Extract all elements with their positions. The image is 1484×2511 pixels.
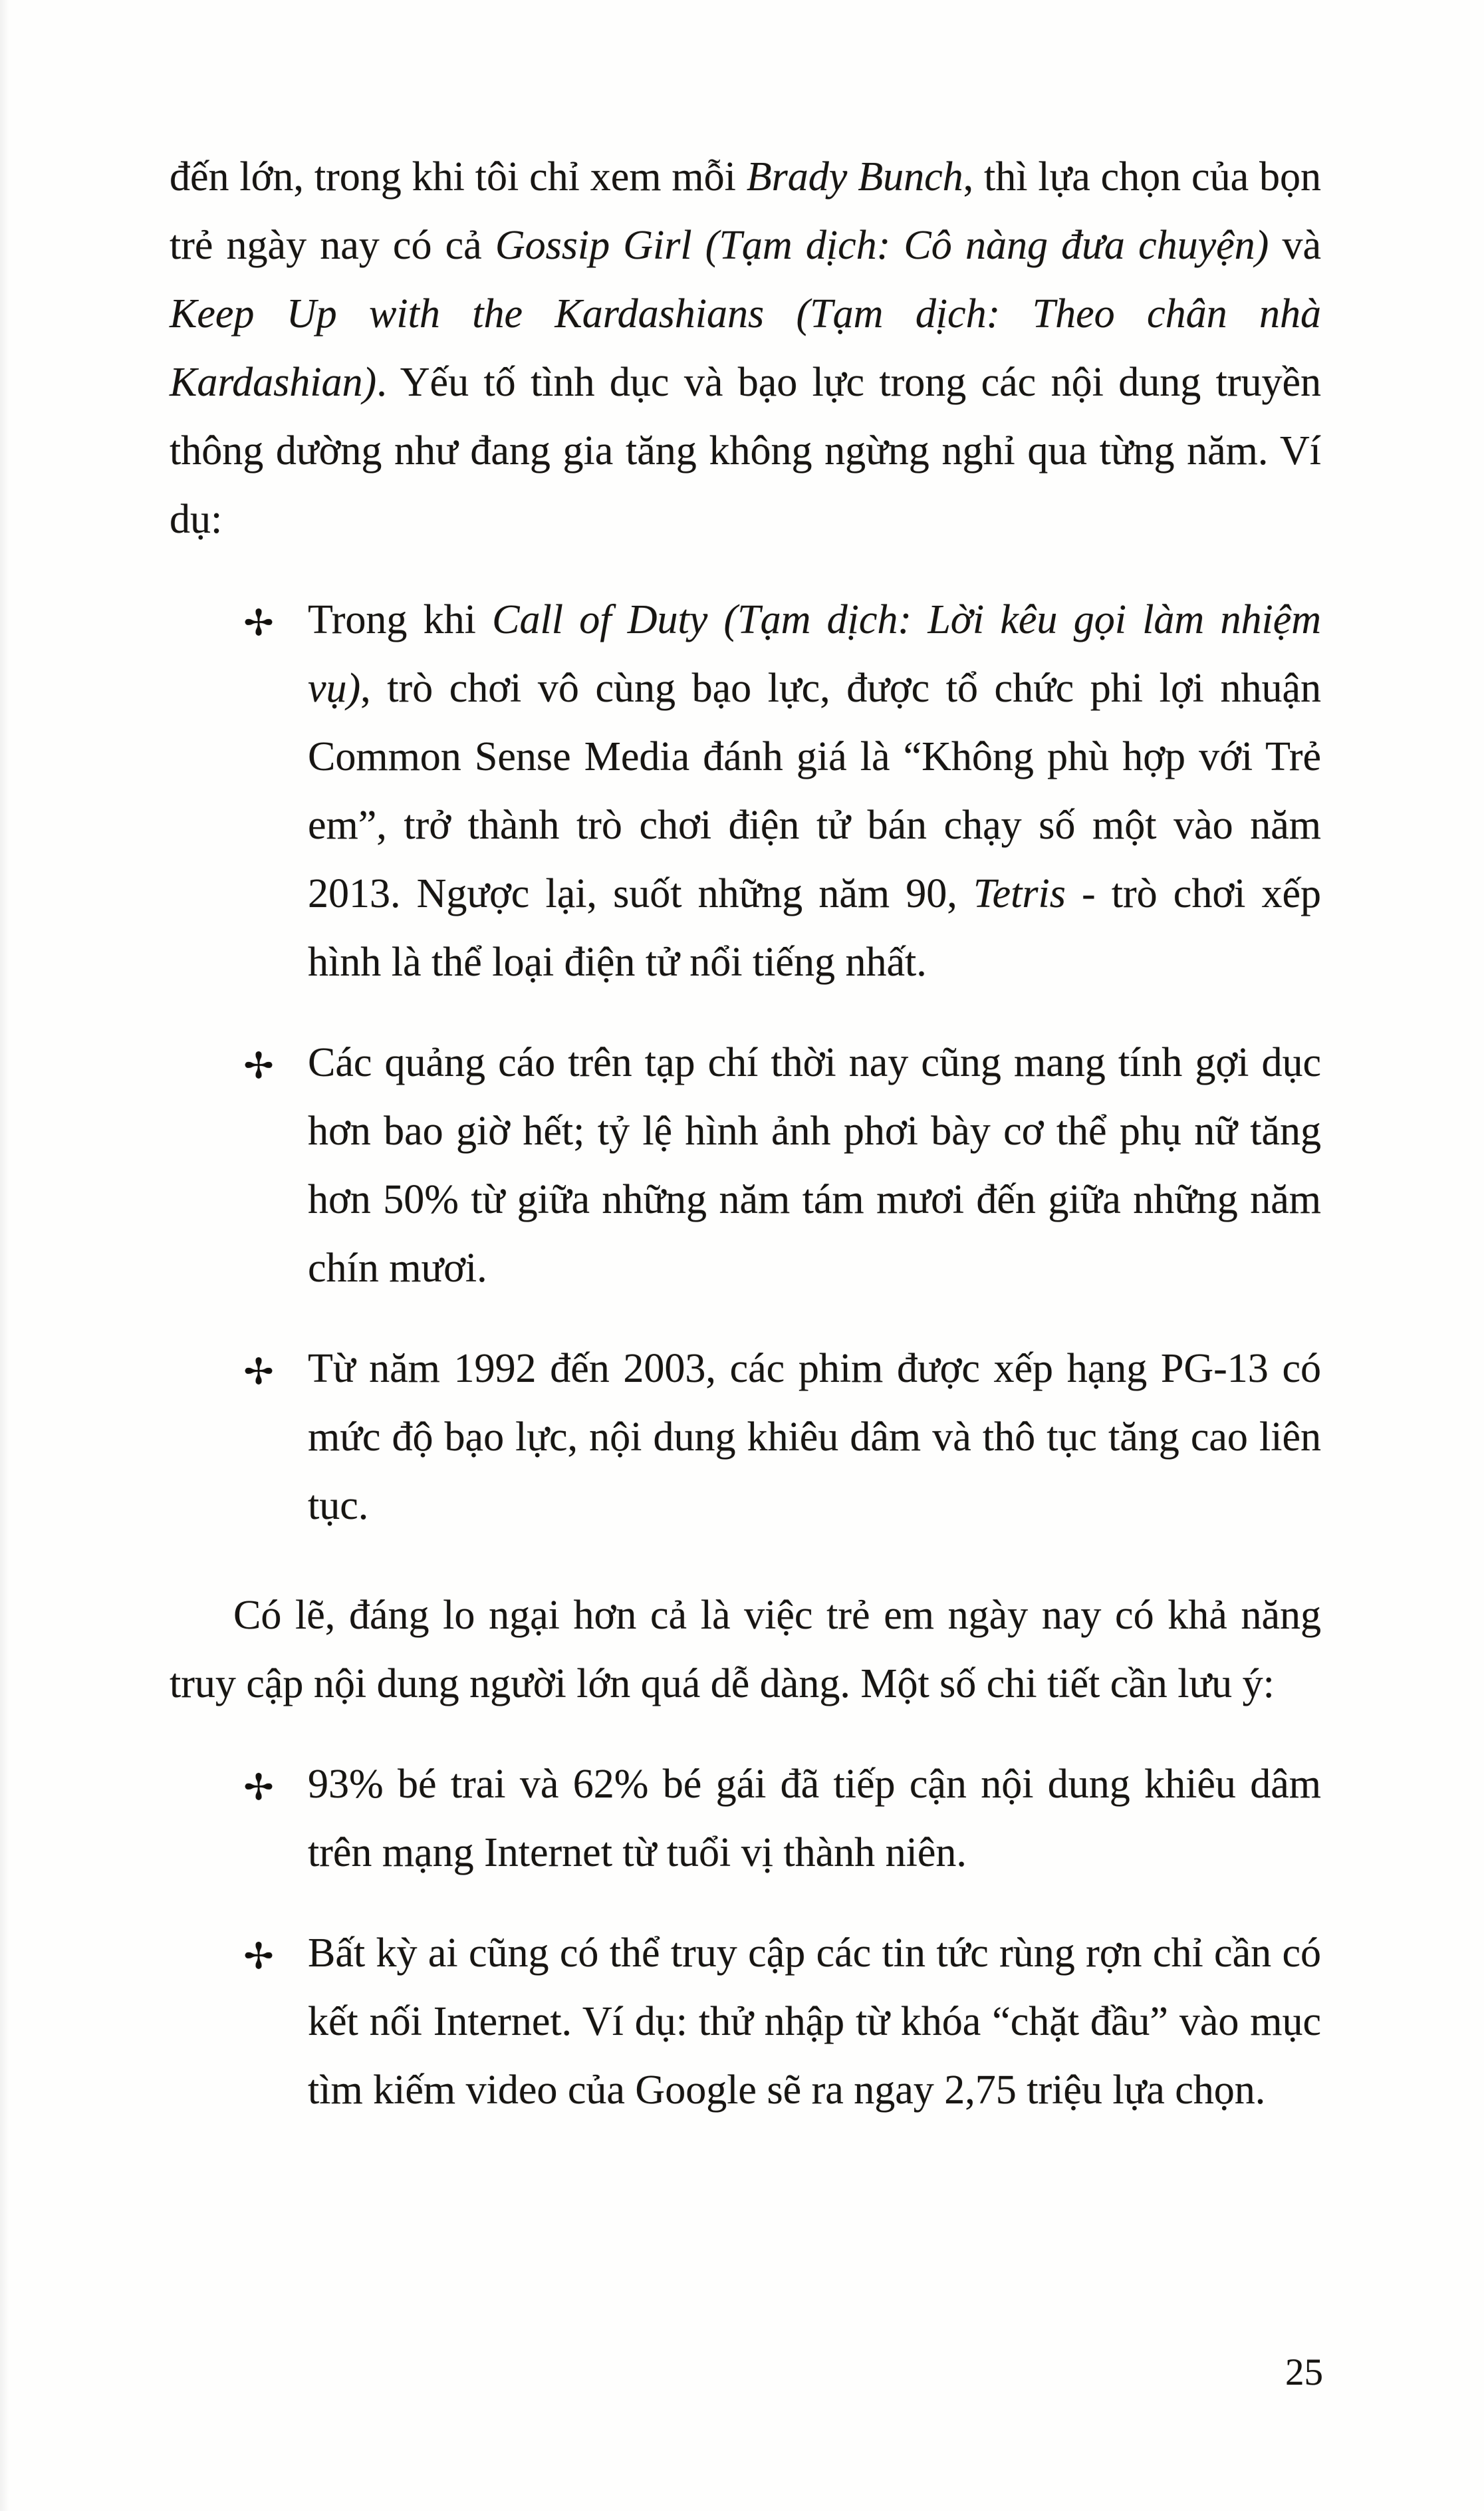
text-run: đến lớn, trong khi tôi chỉ xem mỗi [170,154,747,199]
cross-bullet-icon: ✢ [243,1045,274,1087]
list-item-call-of-duty [170,586,1321,997]
page-number: 25 [1285,2351,1323,2393]
text-run: 93% bé trai và 62% bé gái đã tiếp cận nội dung khiêu dâm trên mạng Internet từ tuổi vị thành niên. [308,1762,1321,1875]
text-run: - trò chơi xếp hình là thể loại điện tử nổi tiếng nhất. [308,871,1321,985]
cross-bullet-icon: ✢ [243,1935,274,1977]
text-run: Có lẽ, đáng lo ngại hơn cả là việc trẻ em ngày nay có khả năng truy cập nội dung người lớn quá dễ dàng. Một số chi tiết cần lưu ý: [170,1593,1321,1706]
details-list [170,1750,1321,2125]
list-item-google-search [170,1919,1321,2125]
text-run: và [1269,223,1322,268]
list-item-pg13-films [170,1335,1321,1540]
text-run: , trò chơi vô cùng bạo lực, được tổ chức phi lợi nhuận Common Sense Media đánh giá là “Không phù hợp với Trẻ em”, trở thành trò chơi điện tử bán chạy số một vào năm 2013. Ngược lại, suốt những năm 90, [308,666,1321,916]
text-run: Các quảng cáo trên tạp chí thời nay cũng mang tính gợi dục hơn bao giờ hết; tỷ lệ hình ảnh phơi bày cơ thể phụ nữ tăng hơn 50% từ giữa những năm tám mươi đến giữa những năm chín mươi. [308,1040,1321,1291]
cross-bullet-icon: ✢ [243,1351,274,1392]
cross-bullet-icon: ✢ [243,1766,274,1808]
italic-run-brady-bunch: Brady Bunch [746,154,963,199]
italic-run-tetris: Tetris [973,871,1066,916]
italic-run-kardashians: Keep Up with the Kardashians (Tạm dịch: Theo chân nhà Kardashian) [170,291,1321,405]
text-run: Từ năm 1992 đến 2003, các phim được xếp hạng PG-13 có mức độ bạo lực, nội dung khiêu dâm và thô tục tăng cao liên tục. [308,1346,1321,1528]
italic-run-gossip-girl: Gossip Girl (Tạm dịch: Cô nàng đưa chuyện) [495,223,1269,268]
text-run: . Yếu tố tình dục và bạo lực trong các nội dung truyền thông dường như đang gia tăng không ngừng nghỉ qua từng năm. Ví dụ: [170,360,1321,542]
body-text [170,143,1321,2125]
list-item-porn-statistics [170,1750,1321,1887]
paragraph-media-choices [170,143,1321,554]
text-run: , thì lựa chọn của bọn trẻ ngày nay có cả [170,154,1321,268]
paragraph-adult-content-access [170,1581,1321,1718]
text-run: Bất kỳ ai cũng có thể truy cập các tin tức rùng rợn chỉ cần có kết nối Internet. Ví dụ: thử nhập từ khóa “chặt đầu” vào mục tìm kiếm video của Google sẽ ra ngay 2,75 triệu lựa chọn. [308,1930,1321,2113]
italic-run-call-of-duty: Call of Duty (Tạm dịch: Lời kêu gọi làm nhiệm vụ) [308,597,1321,711]
examples-list [170,586,1321,1540]
cross-bullet-icon: ✢ [243,602,274,644]
text-run: Trong khi [308,597,493,642]
list-item-magazine-ads [170,1029,1321,1303]
